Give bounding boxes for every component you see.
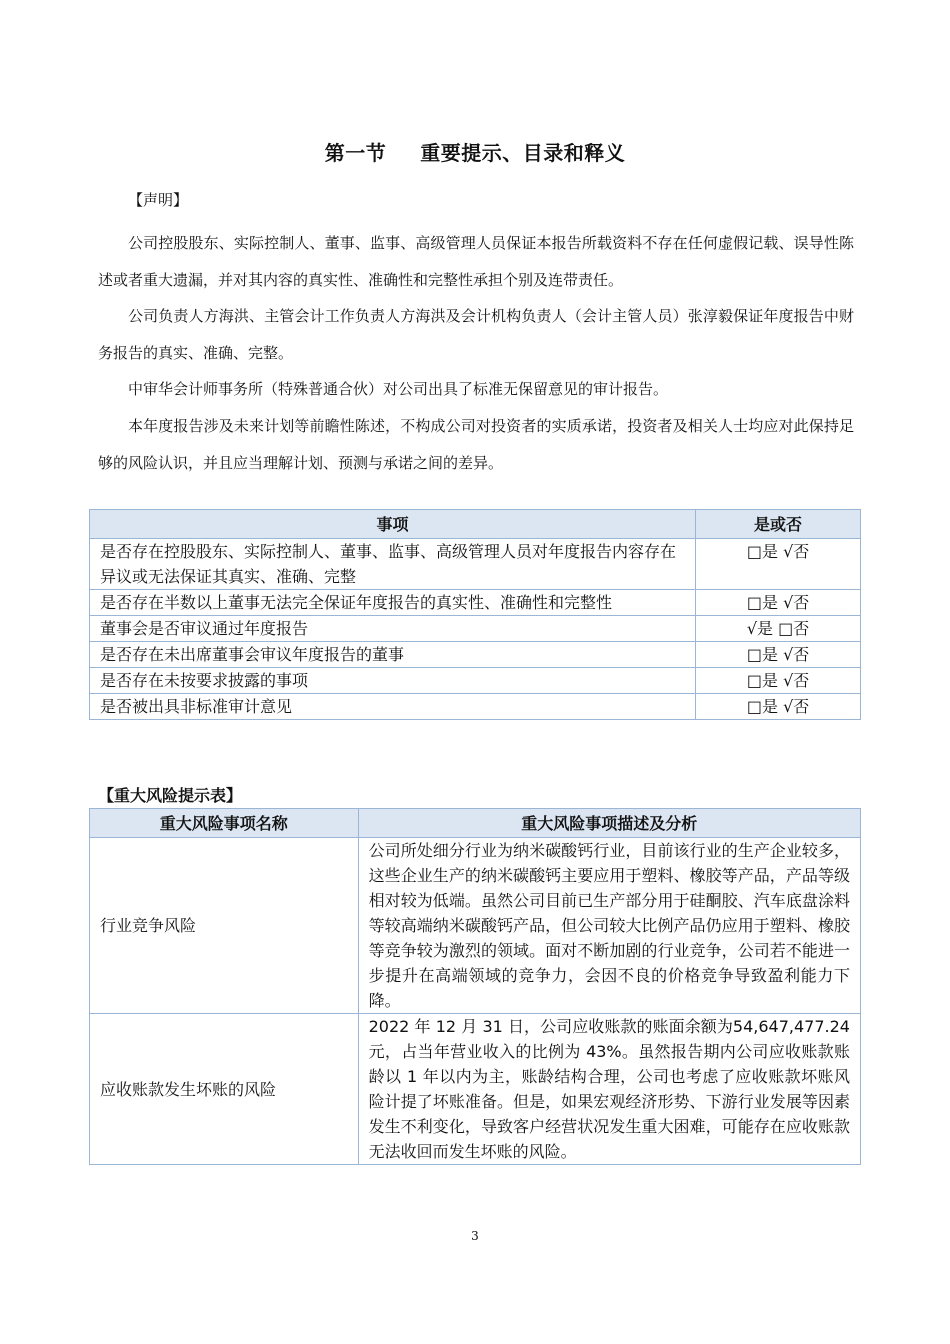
table-row [90, 838, 861, 1014]
table-row [90, 694, 861, 720]
item-cell: 是否被出具非标准审计意见 [90, 694, 696, 720]
section-heading: 重要提示、目录和释义 [420, 141, 626, 165]
table-row [90, 642, 861, 668]
yesno-cell: □是 √否 [696, 642, 861, 668]
section-number: 第一节 [324, 141, 387, 165]
column-header-risk-description: 重大风险事项描述及分析 [358, 809, 860, 838]
table-header-row [90, 809, 861, 838]
table-header-row [90, 510, 861, 539]
risk-description-cell: 2022 年 12 月 31 日，公司应收账款的账面余额为54,647,477.24 元，占当年营业收入的比例为 43%。虽然报告期内公司应收账款账龄以 1 年以内为主，账龄结构合理，公司也考虑了应收账款坏账风险计提了坏账准备。但是，如果宏观经济形势、下游行业发展等因素发生不利变化，导致客户经营状况发生重大困难，可能存在应收账款无法收回而发生坏账的风险。 [358, 1014, 860, 1165]
declaration-paragraph-4: 本年度报告涉及未来计划等前瞻性陈述，不构成公司对投资者的实质承诺，投资者及相关人士均应对此保持足够的风险认识，并且应当理解计划、预测与承诺之间的差异。 [98, 417, 854, 472]
column-header-item: 事项 [90, 510, 696, 539]
page-number: 3 [471, 1229, 479, 1243]
confirmation-table [89, 509, 861, 720]
column-header-yesno: 是或否 [696, 510, 861, 539]
declaration-paragraph-2: 公司负责人方海洪、主管会计工作负责人方海洪及会计机构负责人（会计主管人员）张淳毅保证年度报告中财务报告的真实、准确、完整。 [98, 307, 854, 362]
declaration-paragraph-3: 中审华会计师事务所（特殊普通合伙）对公司出具了标准无保留意见的审计报告。 [128, 380, 669, 398]
risk-table [89, 808, 861, 1165]
table-row [90, 539, 861, 590]
yesno-cell: √是 □否 [696, 616, 861, 642]
item-cell: 董事会是否审议通过年度报告 [90, 616, 696, 642]
table-row [90, 1014, 861, 1165]
item-cell: 是否存在未出席董事会审议年度报告的董事 [90, 642, 696, 668]
section-title [0, 137, 950, 166]
item-cell: 是否存在未按要求披露的事项 [90, 668, 696, 694]
yesno-cell: □是 √否 [696, 694, 861, 720]
yesno-cell: □是 √否 [696, 590, 861, 616]
item-cell: 是否存在半数以上董事无法完全保证年度报告的真实性、准确性和完整性 [90, 590, 696, 616]
risk-description-cell: 公司所处细分行业为纳米碳酸钙行业，目前该行业的生产企业较多，这些企业生产的纳米碳酸钙主要应用于塑料、橡胶等产品，产品等级相对较为低端。虽然公司目前已生产部分用于硅酮胶、汽车底盘涂料等较高端纳米碳酸钙产品，但公司较大比例产品仍应用于塑料、橡胶等竞争较为激烈的领域。面对不断加剧的行业竞争，公司若不能进一步提升在高端领域的竞争力，会因不良的价格竞争导致盈利能力下降。 [358, 838, 860, 1014]
column-header-risk-name: 重大风险事项名称 [90, 809, 359, 838]
table-row [90, 668, 861, 694]
risk-name-cell: 行业竞争风险 [90, 838, 359, 1014]
risk-name-cell: 应收账款发生坏账的风险 [90, 1014, 359, 1165]
risk-table-title: 【重大风险提示表】 [98, 786, 243, 805]
declaration-label: 【声明】 [128, 191, 189, 209]
table-row [90, 616, 861, 642]
declaration-paragraph-1: 公司控股股东、实际控制人、董事、监事、高级管理人员保证本报告所载资料不存在任何虚假记载、误导性陈述或者重大遗漏，并对其内容的真实性、准确性和完整性承担个别及连带责任。 [98, 234, 854, 289]
yesno-cell: □是 √否 [696, 539, 861, 590]
yesno-cell: □是 √否 [696, 668, 861, 694]
item-cell: 是否存在控股股东、实际控制人、董事、监事、高级管理人员对年度报告内容存在异议或无法保证其真实、准确、完整 [90, 539, 696, 590]
table-row [90, 590, 861, 616]
